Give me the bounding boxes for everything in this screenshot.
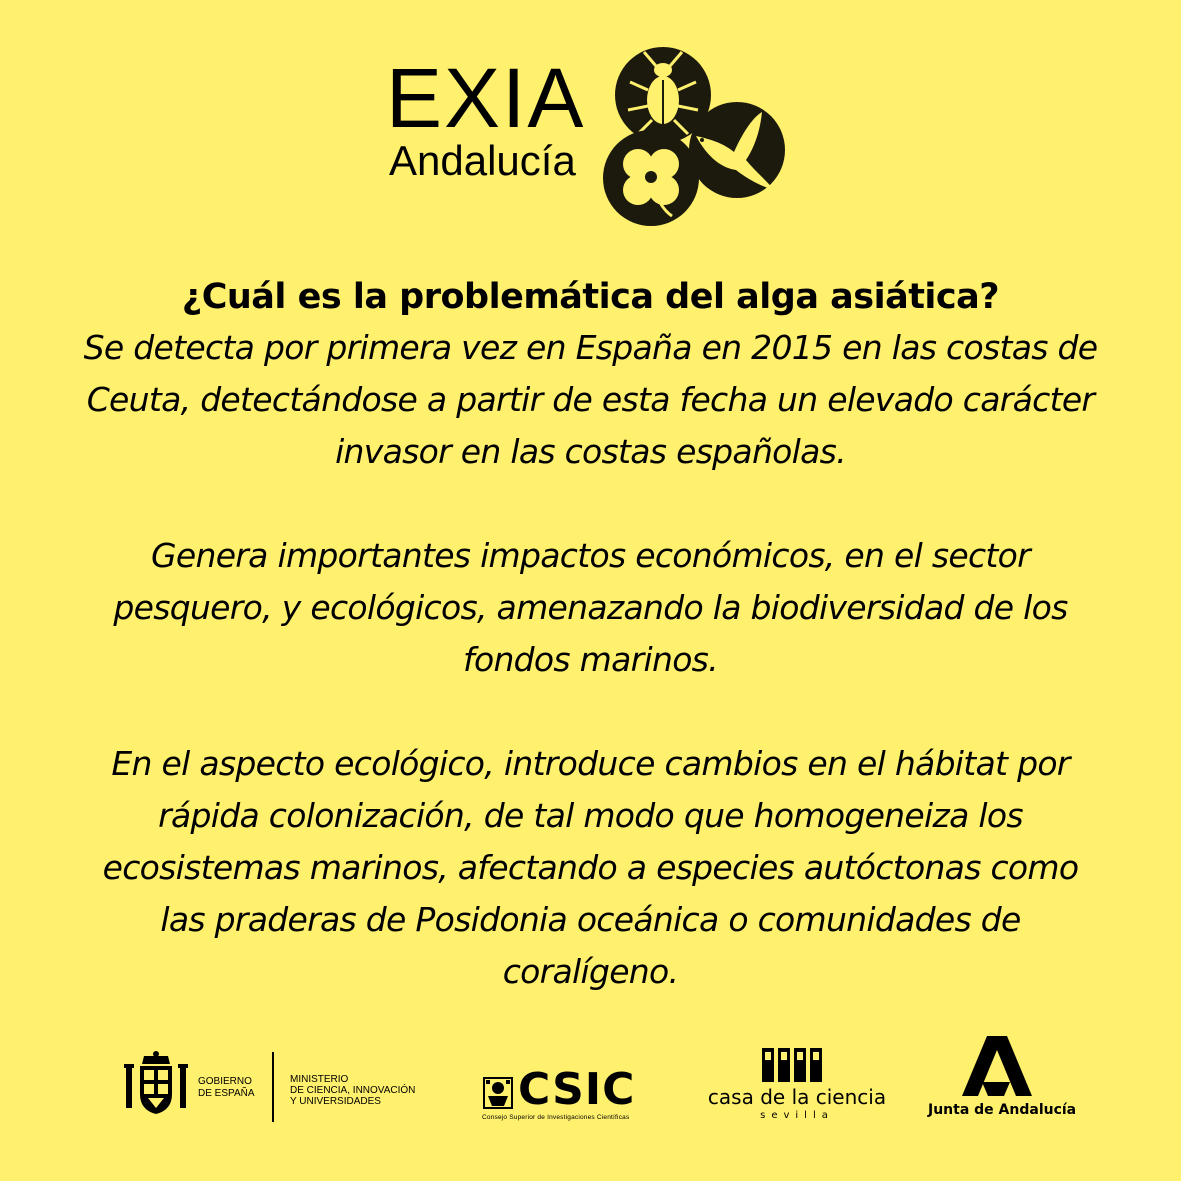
casa-city: sevilla bbox=[760, 1110, 834, 1121]
gobierno-logo bbox=[124, 1050, 424, 1130]
logo-subtitle: Andalucía bbox=[389, 137, 576, 184]
casa-building-icon bbox=[762, 1046, 832, 1082]
logo-title: EXIA bbox=[386, 51, 586, 145]
paragraph-detection bbox=[40, 322, 1141, 478]
paragraph-ecology bbox=[40, 738, 1141, 998]
paragraph-line: Se detecta por primera vez en España en 2015 en las costas de bbox=[83, 328, 1098, 367]
junta-de-andalucia-logo bbox=[928, 1036, 1078, 1136]
gobierno-label: GOBIERNO DE ESPAÑA bbox=[198, 1076, 255, 1099]
paragraph-line: las praderas de Posidonia oceánica o comunidades de bbox=[160, 900, 1021, 939]
clover-icon bbox=[603, 130, 699, 226]
casa-de-la-ciencia-logo bbox=[700, 1046, 900, 1136]
paragraph-line: fondos marinos. bbox=[463, 640, 718, 679]
paragraph-impacts bbox=[40, 530, 1141, 686]
coat-of-arms-icon bbox=[124, 1050, 188, 1118]
paragraph-line: coralígeno. bbox=[502, 952, 679, 991]
csic-subtitle: Consejo Superior de Investigaciones Científicas bbox=[482, 1114, 630, 1121]
bird-icon bbox=[689, 102, 785, 198]
junta-a-icon bbox=[962, 1036, 1032, 1096]
junta-name: Junta de Andalucía bbox=[928, 1102, 1077, 1118]
paragraph-line: rápida colonización, de tal modo que homogeneiza los bbox=[158, 796, 1023, 835]
logo-mark bbox=[596, 40, 786, 230]
paragraph-line: Ceuta, detectándose a partir de esta fecha un elevado carácter bbox=[86, 380, 1095, 419]
csic-logo bbox=[482, 1064, 654, 1126]
main-content bbox=[40, 272, 1141, 998]
ministerio-label: MINISTERIO DE CIENCIA, INNOVACIÓN Y UNIVERSIDADES bbox=[290, 1074, 416, 1107]
csic-name: CSIC bbox=[518, 1064, 636, 1115]
paragraph-line: ecosistemas marinos, afectando a especies autóctonas como bbox=[102, 848, 1079, 887]
paragraph-line: En el aspecto ecológico, introduce cambios en el hábitat por bbox=[111, 744, 1070, 783]
page-title: ¿Cuál es la problemática del alga asiática? bbox=[181, 277, 1000, 317]
footer-logos bbox=[0, 1030, 1181, 1140]
gobierno-divider bbox=[272, 1052, 274, 1122]
paragraph-line: pesquero, y ecológicos, amenazando la biodiversidad de los bbox=[113, 588, 1068, 627]
exia-andalucia-logo bbox=[386, 40, 786, 230]
csic-emblem-icon bbox=[482, 1074, 514, 1114]
paragraph-line: invasor en las costas españolas. bbox=[335, 432, 846, 471]
paragraph-line: Genera importantes impactos económicos, en el sector bbox=[151, 536, 1030, 575]
casa-name: casa de la ciencia bbox=[707, 1085, 887, 1109]
